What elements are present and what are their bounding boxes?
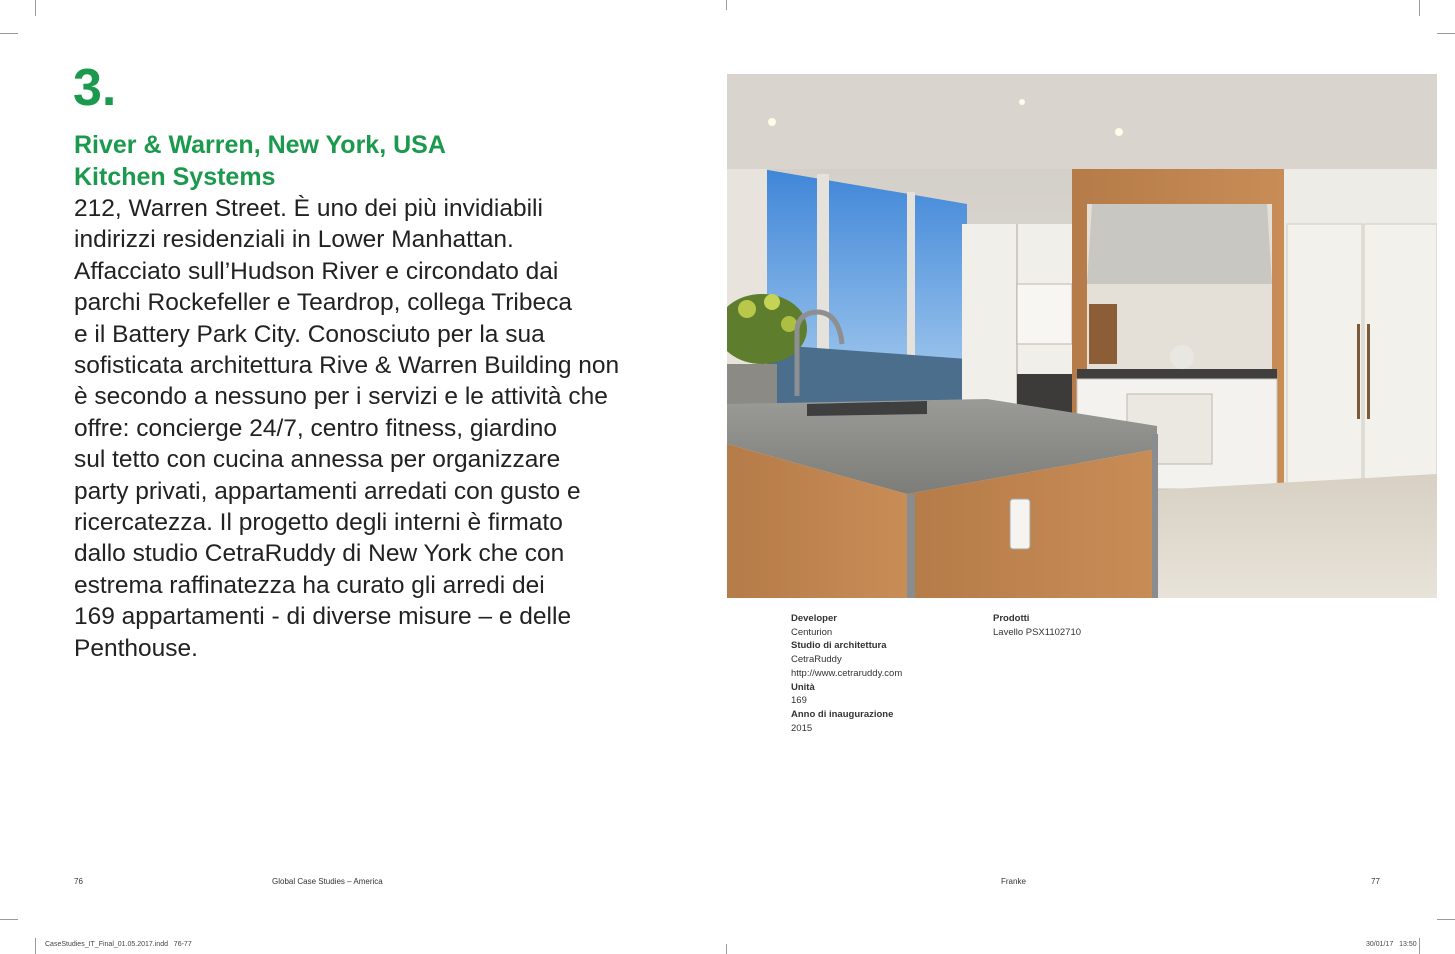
crop-mark [35,0,36,16]
body-line: Affacciato sull’Hudson River e circondato dai [74,257,559,285]
body-line: 169 appartamenti - di diverse misure – e delle [74,603,572,631]
info-label-products: Prodotti [993,613,1030,624]
project-description [74,193,654,664]
footer-section: Global Case Studies – America [272,877,383,886]
info-label-year: Anno di inaugurazione [791,708,894,720]
body-line: sofisticata architettura Rive & Warren Building non [74,352,620,380]
crop-mark [1437,33,1455,34]
body-line: 212, Warren Street. È uno dei più invidiabili [74,195,543,222]
info-value-year: 2015 [791,722,813,734]
crop-mark [0,33,18,34]
info-label-developer: Developer [791,613,837,624]
footer-brand: Franke [1001,877,1026,886]
slug-date: 30/01/17 13:50 [1366,941,1417,948]
body-line: estrema raffinatezza ha curato gli arredi dei [74,571,545,599]
info-value-studio: CetraRuddy [791,654,842,666]
kitchen-illustration [727,74,1437,598]
project-subtitle: Kitchen Systems [74,163,276,191]
info-value-developer: Centurion [791,626,833,638]
info-value-units: 169 [791,695,807,707]
project-number: 3. [73,59,117,117]
crop-mark [1437,919,1455,920]
info-value-products: Lavello PSX1102710 [993,626,1082,638]
crop-mark [726,944,727,954]
project-title: River & Warren, New York, USA [74,131,446,159]
info-label-units: Unità [791,681,815,693]
body-line: è secondo a nessuno per i servizi e le attività che [74,383,608,411]
body-line: party privati, appartamenti arredati con gusto e [74,477,581,505]
info-column-left [791,612,902,735]
info-column-right [993,612,1081,639]
info-label-studio: Studio di architettura [791,640,887,652]
slug-filename: CaseStudies_IT_Final_01.05.2017.indd 76-77 [45,941,192,948]
page-number-right: 77 [1371,877,1380,886]
crop-mark [726,0,727,10]
body-line: Penthouse. [74,634,198,662]
body-line: sul tetto con cucina annessa per organizzare [74,446,561,474]
body-line: indirizzi residenziali in Lower Manhattan. [74,226,514,254]
page-number-left: 76 [74,877,83,886]
body-line: offre: concierge 24/7, centro fitness, giardino [74,414,558,442]
crop-mark [1419,0,1420,16]
crop-mark [35,938,36,954]
body-line: dallo studio CetraRuddy di New York che con [74,540,565,568]
crop-mark [1419,938,1420,954]
body-line: ricercatezza. Il progetto degli interni è firmato [74,509,563,537]
crop-mark [0,919,18,920]
studio-website-link[interactable]: http://www.cetraruddy.com [791,667,903,679]
kitchen-photo [727,74,1437,598]
body-line: e il Battery Park City. Conosciuto per la sua [74,320,545,348]
body-line: parchi Rockefeller e Teardrop, collega Tribeca [74,289,572,317]
